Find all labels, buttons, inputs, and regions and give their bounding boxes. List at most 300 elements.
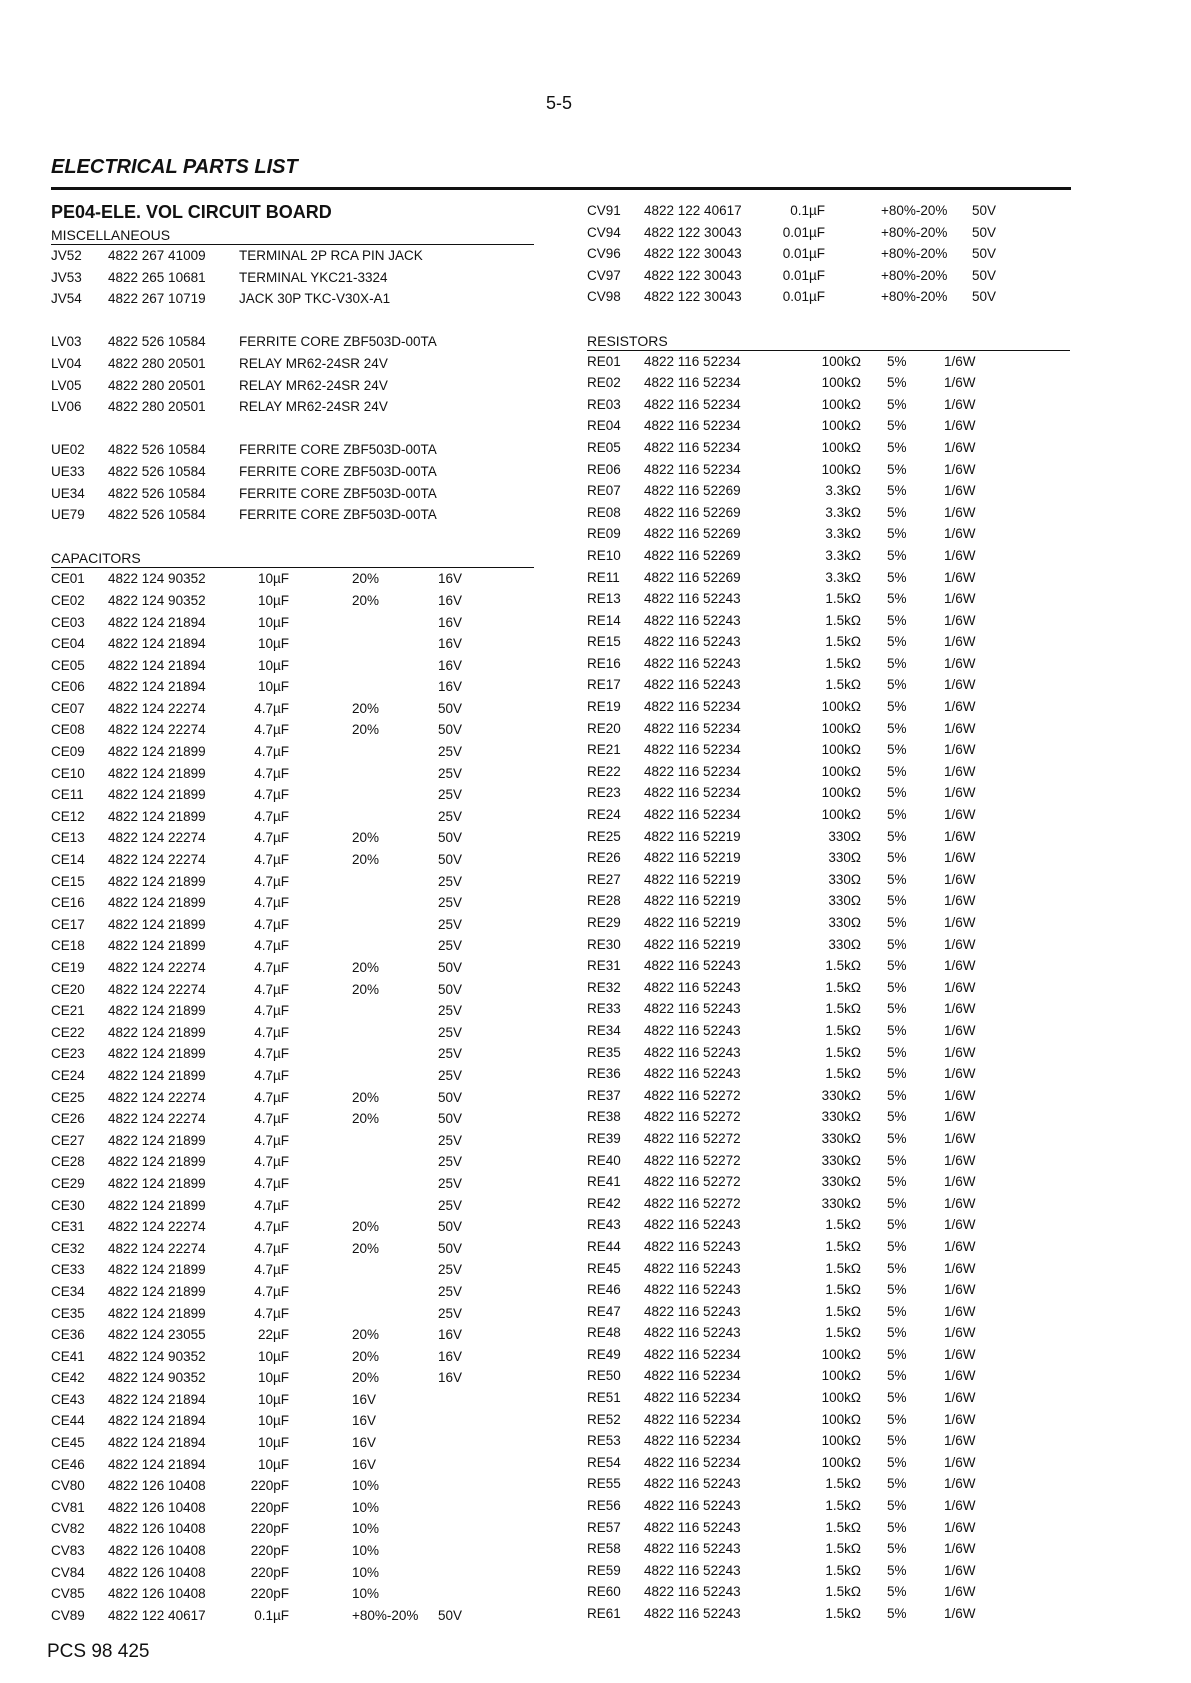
part-ref: RE13 bbox=[587, 591, 621, 607]
part-code: 4822 124 90352 bbox=[108, 1348, 206, 1364]
part-code: 4822 116 52272 bbox=[644, 1152, 741, 1168]
table-row bbox=[51, 1432, 534, 1454]
part-value: 4.7µF bbox=[254, 981, 289, 997]
part-value: 4.7µF bbox=[254, 1111, 289, 1127]
table-row bbox=[51, 245, 534, 267]
part-value: 1.5kΩ bbox=[825, 612, 861, 628]
part-ref: RE34 bbox=[587, 1022, 621, 1038]
part-power: 1/6W bbox=[944, 526, 976, 542]
part-tolerance: 5% bbox=[887, 1519, 907, 1535]
section-heading-capacitors: CAPACITORS bbox=[51, 547, 534, 568]
part-tolerance: 20% bbox=[352, 1370, 380, 1386]
part-code: 4822 124 22274 bbox=[108, 830, 206, 846]
part-code: 4822 526 10584 bbox=[108, 507, 206, 523]
part-ref: CE30 bbox=[51, 1197, 85, 1213]
part-ref: RE30 bbox=[587, 936, 621, 952]
part-code: 4822 116 52243 bbox=[644, 1541, 741, 1557]
table-row bbox=[51, 1583, 534, 1605]
part-tolerance: 20% bbox=[352, 981, 380, 997]
part-ref: CV82 bbox=[51, 1521, 85, 1537]
part-voltage: 25V bbox=[438, 1024, 463, 1040]
part-power: 1/6W bbox=[944, 504, 976, 520]
part-code: 4822 124 21899 bbox=[108, 1283, 206, 1299]
part-ref: RE52 bbox=[587, 1411, 621, 1427]
part-value: 4.7µF bbox=[254, 787, 289, 803]
part-code: 4822 124 22274 bbox=[108, 981, 206, 997]
part-tolerance: 5% bbox=[887, 655, 907, 671]
part-power: 1/6W bbox=[944, 1217, 976, 1233]
table-row bbox=[51, 1065, 534, 1087]
part-value: 3.3kΩ bbox=[825, 526, 861, 542]
part-power: 1/6W bbox=[944, 936, 976, 952]
part-tolerance: 20% bbox=[352, 1111, 380, 1127]
part-ref: CE45 bbox=[51, 1435, 85, 1451]
part-value: 100kΩ bbox=[821, 1346, 861, 1362]
part-code: 4822 280 20501 bbox=[108, 399, 206, 415]
part-value: 10µF bbox=[257, 1435, 289, 1451]
part-ref: RE05 bbox=[587, 439, 621, 455]
table-row bbox=[587, 696, 1070, 718]
part-power: 1/6W bbox=[944, 958, 976, 974]
part-ref: RE45 bbox=[587, 1260, 621, 1276]
part-voltage: 50V bbox=[438, 1111, 463, 1127]
table-row bbox=[587, 523, 1070, 545]
part-voltage: 50V bbox=[438, 1219, 463, 1235]
part-tolerance: 16V bbox=[352, 1413, 377, 1429]
part-ref: JV53 bbox=[51, 269, 82, 285]
part-value: 1.5kΩ bbox=[825, 958, 861, 974]
table-row bbox=[587, 1322, 1070, 1344]
part-code: 4822 116 52269 bbox=[644, 569, 741, 585]
part-ref: RE49 bbox=[587, 1346, 621, 1362]
part-tolerance: 5% bbox=[887, 958, 907, 974]
part-value: 100kΩ bbox=[821, 763, 861, 779]
part-code: 4822 116 52234 bbox=[644, 1433, 741, 1449]
part-power: 1/6W bbox=[944, 1433, 976, 1449]
table-row bbox=[51, 784, 534, 806]
part-voltage: 25V bbox=[438, 1132, 463, 1148]
part-ref: CV98 bbox=[587, 289, 621, 305]
part-ref: CE05 bbox=[51, 657, 85, 673]
part-tolerance: 20% bbox=[352, 960, 380, 975]
part-ref: CE27 bbox=[51, 1132, 85, 1148]
part-ref: CE11 bbox=[51, 787, 84, 803]
part-ref: LV04 bbox=[51, 355, 82, 371]
table-row bbox=[51, 1000, 534, 1022]
part-tolerance: 5% bbox=[887, 1260, 907, 1276]
part-power: 1/6W bbox=[944, 828, 976, 844]
part-voltage: 50V bbox=[438, 830, 463, 846]
table-row bbox=[51, 1367, 534, 1389]
part-power: 1/6W bbox=[944, 1303, 976, 1319]
table-row bbox=[51, 267, 534, 289]
part-code: 4822 124 22274 bbox=[108, 1240, 206, 1256]
part-tolerance: 5% bbox=[887, 936, 907, 952]
part-code: 4822 122 40617 bbox=[108, 1607, 206, 1623]
part-ref: CV96 bbox=[587, 246, 621, 262]
part-ref: UE02 bbox=[51, 442, 85, 458]
part-tolerance: 10% bbox=[352, 1586, 380, 1602]
part-code: 4822 124 22274 bbox=[108, 722, 206, 738]
part-tolerance: 5% bbox=[887, 871, 907, 887]
part-code: 4822 122 40617 bbox=[644, 203, 742, 218]
part-tolerance: 5% bbox=[887, 569, 907, 585]
table-row bbox=[51, 1475, 534, 1497]
part-value: 4.7µF bbox=[254, 1175, 289, 1191]
part-code: 4822 116 52219 bbox=[644, 850, 741, 866]
part-code: 4822 116 52272 bbox=[644, 1109, 741, 1125]
part-ref: CE28 bbox=[51, 1154, 85, 1170]
part-value: 10µF bbox=[257, 1370, 289, 1386]
part-voltage: 50V bbox=[438, 852, 463, 868]
table-row bbox=[51, 483, 534, 505]
table-row bbox=[51, 1087, 534, 1109]
part-code: 4822 116 52219 bbox=[644, 915, 741, 930]
table-row bbox=[587, 955, 1070, 977]
part-tolerance: 5% bbox=[887, 439, 907, 455]
part-ref: CE08 bbox=[51, 722, 85, 738]
table-row bbox=[587, 1538, 1070, 1560]
part-power: 1/6W bbox=[944, 655, 976, 671]
part-ref: RE09 bbox=[587, 526, 621, 542]
part-value: 100kΩ bbox=[821, 375, 861, 391]
table-row bbox=[587, 1106, 1070, 1128]
part-ref: RE36 bbox=[587, 1066, 621, 1082]
part-code: 4822 124 22274 bbox=[108, 1089, 206, 1105]
part-value: 10µF bbox=[257, 1348, 289, 1364]
part-power: 1/6W bbox=[944, 915, 976, 930]
table-row bbox=[587, 804, 1070, 826]
part-code: 4822 124 21899 bbox=[108, 1132, 206, 1148]
part-ref: RE38 bbox=[587, 1109, 621, 1125]
part-tolerance: 20% bbox=[352, 722, 380, 738]
table-row bbox=[51, 331, 534, 353]
table-row bbox=[587, 1452, 1070, 1474]
part-power: 1/6W bbox=[944, 1390, 976, 1406]
part-code: 4822 116 52219 bbox=[644, 828, 741, 844]
part-power: 1/6W bbox=[944, 1476, 976, 1492]
table-row bbox=[587, 1042, 1070, 1064]
part-tolerance: 5% bbox=[887, 742, 907, 758]
part-tolerance: 20% bbox=[352, 571, 380, 587]
part-ref: LV03 bbox=[51, 334, 82, 350]
part-tolerance: 5% bbox=[887, 1238, 907, 1254]
part-power: 1/6W bbox=[944, 1260, 976, 1276]
table-row bbox=[587, 674, 1070, 696]
part-description: RELAY MR62-24SR 24V bbox=[239, 399, 388, 415]
part-value: 1.5kΩ bbox=[825, 1606, 861, 1621]
part-code: 4822 124 21899 bbox=[108, 1175, 206, 1191]
part-code: 4822 124 22274 bbox=[108, 852, 206, 868]
part-voltage: 16V bbox=[438, 1327, 463, 1343]
misc-list bbox=[51, 245, 534, 547]
part-power: 1/6W bbox=[944, 1325, 976, 1341]
part-ref: CE26 bbox=[51, 1111, 85, 1127]
part-ref: CV85 bbox=[51, 1586, 85, 1602]
part-value: 10µF bbox=[257, 614, 289, 630]
table-row bbox=[587, 1473, 1070, 1495]
part-code: 4822 526 10584 bbox=[108, 334, 206, 350]
part-code: 4822 124 21899 bbox=[108, 873, 206, 889]
table-row bbox=[51, 1043, 534, 1065]
part-ref: CE07 bbox=[51, 700, 85, 716]
part-ref: CE13 bbox=[51, 830, 85, 846]
part-code: 4822 116 52243 bbox=[644, 1584, 741, 1600]
table-row bbox=[51, 504, 534, 526]
part-code: 4822 126 10408 bbox=[108, 1478, 206, 1494]
part-code: 4822 116 52219 bbox=[644, 871, 741, 887]
part-description: RELAY MR62-24SR 24V bbox=[239, 355, 388, 371]
part-code: 4822 116 52234 bbox=[644, 699, 741, 715]
part-value: 4.7µF bbox=[254, 808, 289, 824]
part-value: 4.7µF bbox=[254, 1089, 289, 1105]
part-value: 330kΩ bbox=[821, 1152, 861, 1168]
part-value: 10µF bbox=[257, 636, 289, 652]
part-code: 4822 280 20501 bbox=[108, 377, 206, 393]
table-row bbox=[587, 610, 1070, 632]
title-rule bbox=[51, 187, 1071, 190]
part-ref: CE24 bbox=[51, 1067, 85, 1083]
part-ref: RE61 bbox=[587, 1606, 621, 1621]
part-voltage: 25V bbox=[438, 1197, 463, 1213]
part-code: 4822 265 10681 bbox=[108, 269, 206, 285]
part-value: 4.7µF bbox=[254, 938, 289, 954]
table-row bbox=[51, 1540, 534, 1562]
part-voltage: 16V bbox=[438, 1348, 463, 1364]
part-tolerance: 5% bbox=[887, 1368, 907, 1384]
part-value: 220pF bbox=[250, 1521, 289, 1537]
part-value: 4.7µF bbox=[254, 1132, 289, 1148]
part-code: 4822 526 10584 bbox=[108, 485, 206, 501]
table-row bbox=[587, 934, 1070, 956]
part-tolerance: 5% bbox=[887, 807, 907, 823]
table-row bbox=[587, 653, 1070, 675]
board-title: PE04-ELE. VOL CIRCUIT BOARD bbox=[51, 202, 332, 222]
part-voltage: 50V bbox=[438, 1240, 463, 1256]
part-value: 330Ω bbox=[828, 850, 861, 866]
part-code: 4822 124 21899 bbox=[108, 1262, 206, 1278]
part-code: 4822 124 21894 bbox=[108, 679, 206, 695]
part-code: 4822 124 21899 bbox=[108, 744, 206, 760]
part-ref: RE16 bbox=[587, 655, 621, 671]
part-tolerance: 5% bbox=[887, 634, 907, 650]
part-ref: CE18 bbox=[51, 938, 85, 954]
part-tolerance: 20% bbox=[352, 1327, 380, 1343]
part-code: 4822 116 52234 bbox=[644, 742, 741, 758]
part-value: 330Ω bbox=[828, 893, 861, 909]
part-ref: CE21 bbox=[51, 1003, 85, 1019]
part-power: 1/6W bbox=[944, 1087, 976, 1103]
part-tolerance: 5% bbox=[887, 1217, 907, 1233]
part-value: 100kΩ bbox=[821, 1368, 861, 1384]
part-ref: RE39 bbox=[587, 1130, 621, 1146]
part-code: 4822 116 52243 bbox=[644, 958, 741, 974]
part-ref: CE02 bbox=[51, 592, 85, 608]
part-tolerance: 5% bbox=[887, 1498, 907, 1514]
part-power: 1/6W bbox=[944, 1152, 976, 1168]
part-value: 330Ω bbox=[828, 936, 861, 952]
table-row bbox=[51, 439, 534, 461]
part-code: 4822 116 52272 bbox=[644, 1130, 741, 1146]
part-value: 0.01µF bbox=[782, 224, 825, 240]
table-row bbox=[587, 1409, 1070, 1431]
part-value: 1.5kΩ bbox=[825, 677, 861, 693]
part-tolerance: 5% bbox=[887, 526, 907, 542]
table-row bbox=[587, 265, 1070, 287]
table-row bbox=[51, 1605, 534, 1627]
part-tolerance: 10% bbox=[352, 1478, 380, 1494]
table-row bbox=[51, 1410, 534, 1432]
part-code: 4822 116 52243 bbox=[644, 677, 741, 693]
part-tolerance: 5% bbox=[887, 699, 907, 715]
table-row bbox=[51, 655, 534, 677]
part-power: 1/6W bbox=[944, 1195, 976, 1211]
part-ref: RE54 bbox=[587, 1454, 621, 1470]
part-value: 3.3kΩ bbox=[825, 504, 861, 520]
table-row bbox=[587, 1128, 1070, 1150]
part-power: 1/6W bbox=[944, 979, 976, 995]
table-row bbox=[51, 957, 534, 979]
part-ref: JV52 bbox=[51, 248, 82, 263]
part-ref: CE17 bbox=[51, 916, 85, 932]
part-value: 4.7µF bbox=[254, 1154, 289, 1170]
part-value: 220pF bbox=[250, 1543, 289, 1559]
part-tolerance: 10% bbox=[352, 1499, 380, 1515]
part-ref: CE09 bbox=[51, 744, 85, 760]
part-code: 4822 116 52243 bbox=[644, 1044, 741, 1060]
part-value: 1.5kΩ bbox=[825, 1001, 861, 1017]
part-tolerance: 5% bbox=[887, 1282, 907, 1298]
part-ref: CE42 bbox=[51, 1370, 85, 1386]
part-ref: RE37 bbox=[587, 1087, 621, 1103]
part-ref: CE35 bbox=[51, 1305, 85, 1321]
part-description: FERRITE CORE ZBF503D-00TA bbox=[239, 442, 437, 458]
part-voltage: 25V bbox=[438, 1305, 463, 1321]
part-ref: CE43 bbox=[51, 1391, 85, 1407]
part-power: 1/6W bbox=[944, 1130, 976, 1146]
part-voltage: 25V bbox=[438, 1175, 463, 1191]
part-tolerance: 16V bbox=[352, 1391, 377, 1407]
part-value: 1.5kΩ bbox=[825, 591, 861, 607]
part-ref: UE79 bbox=[51, 507, 85, 523]
part-value: 4.7µF bbox=[254, 873, 289, 889]
part-tolerance: 20% bbox=[352, 1219, 380, 1235]
table-row bbox=[51, 612, 534, 634]
part-tolerance: 5% bbox=[887, 591, 907, 607]
table-row bbox=[587, 1301, 1070, 1323]
part-tolerance: 10% bbox=[352, 1564, 380, 1580]
table-row bbox=[587, 1020, 1070, 1042]
part-code: 4822 126 10408 bbox=[108, 1521, 206, 1537]
part-tolerance: +80%-20% bbox=[881, 267, 948, 283]
part-value: 0.1µF bbox=[254, 1607, 289, 1623]
part-code: 4822 116 52234 bbox=[644, 1390, 741, 1406]
part-ref: RE55 bbox=[587, 1476, 621, 1492]
part-power: 1/6W bbox=[944, 1411, 976, 1427]
table-row bbox=[587, 200, 1070, 222]
part-voltage: 25V bbox=[438, 1046, 463, 1062]
part-code: 4822 116 52272 bbox=[644, 1174, 741, 1190]
part-value: 4.7µF bbox=[254, 744, 289, 760]
part-ref: RE47 bbox=[587, 1303, 621, 1319]
part-ref: CE03 bbox=[51, 614, 85, 630]
part-value: 4.7µF bbox=[254, 1240, 289, 1256]
part-value: 4.7µF bbox=[254, 722, 289, 738]
table-row bbox=[51, 1562, 534, 1584]
table-row bbox=[587, 243, 1070, 265]
table-row bbox=[587, 286, 1070, 308]
part-voltage: 25V bbox=[438, 808, 463, 824]
part-value: 10µF bbox=[257, 657, 289, 673]
part-tolerance: 5% bbox=[887, 1022, 907, 1038]
part-voltage: 50V bbox=[972, 224, 997, 240]
table-row bbox=[587, 1258, 1070, 1280]
part-tolerance: 5% bbox=[887, 785, 907, 801]
table-row bbox=[51, 719, 534, 741]
part-value: 1.5kΩ bbox=[825, 1238, 861, 1254]
part-power: 1/6W bbox=[944, 1044, 976, 1060]
part-code: 4822 116 52269 bbox=[644, 504, 741, 520]
table-row bbox=[587, 1581, 1070, 1603]
part-ref: RE06 bbox=[587, 461, 621, 477]
part-tolerance: 5% bbox=[887, 1606, 907, 1621]
part-code: 4822 124 21899 bbox=[108, 1197, 206, 1213]
part-tolerance: 5% bbox=[887, 1325, 907, 1341]
part-power: 1/6W bbox=[944, 1562, 976, 1578]
part-ref: RE56 bbox=[587, 1498, 621, 1514]
part-tolerance: 5% bbox=[887, 1390, 907, 1406]
table-row bbox=[51, 353, 534, 375]
part-value: 4.7µF bbox=[254, 960, 289, 975]
part-code: 4822 116 52234 bbox=[644, 1454, 741, 1470]
part-ref: RE25 bbox=[587, 828, 621, 844]
part-value: 220pF bbox=[250, 1499, 289, 1515]
table-row bbox=[587, 480, 1070, 502]
part-tolerance: 10% bbox=[352, 1521, 380, 1537]
table-row bbox=[587, 372, 1070, 394]
part-ref: RE46 bbox=[587, 1282, 621, 1298]
part-value: 330Ω bbox=[828, 915, 861, 930]
part-ref: RE04 bbox=[587, 418, 621, 434]
part-description: FERRITE CORE ZBF503D-00TA bbox=[239, 485, 437, 501]
part-code: 4822 116 52243 bbox=[644, 1217, 741, 1233]
part-code: 4822 116 52234 bbox=[644, 461, 741, 477]
part-ref: RE26 bbox=[587, 850, 621, 866]
part-ref: CV83 bbox=[51, 1543, 85, 1559]
part-value: 4.7µF bbox=[254, 1046, 289, 1062]
part-code: 4822 124 22274 bbox=[108, 1111, 206, 1127]
part-tolerance: 16V bbox=[352, 1456, 377, 1472]
part-tolerance: 20% bbox=[352, 1240, 380, 1256]
capacitor-list-left bbox=[51, 568, 534, 1626]
part-power: 1/6W bbox=[944, 1519, 976, 1535]
table-row bbox=[587, 1085, 1070, 1107]
part-tolerance: 5% bbox=[887, 612, 907, 628]
table-row bbox=[51, 741, 534, 763]
part-ref: RE15 bbox=[587, 634, 621, 650]
part-ref: RE28 bbox=[587, 893, 621, 909]
part-code: 4822 116 52243 bbox=[644, 1303, 741, 1319]
part-value: 1.5kΩ bbox=[825, 1325, 861, 1341]
part-ref: RE24 bbox=[587, 807, 621, 823]
table-row bbox=[587, 1236, 1070, 1258]
part-ref: CV94 bbox=[587, 224, 621, 240]
part-value: 100kΩ bbox=[821, 396, 861, 412]
part-tolerance: 20% bbox=[352, 852, 380, 868]
part-power: 1/6W bbox=[944, 483, 976, 499]
table-row bbox=[587, 739, 1070, 761]
part-tolerance: 10% bbox=[352, 1543, 380, 1559]
